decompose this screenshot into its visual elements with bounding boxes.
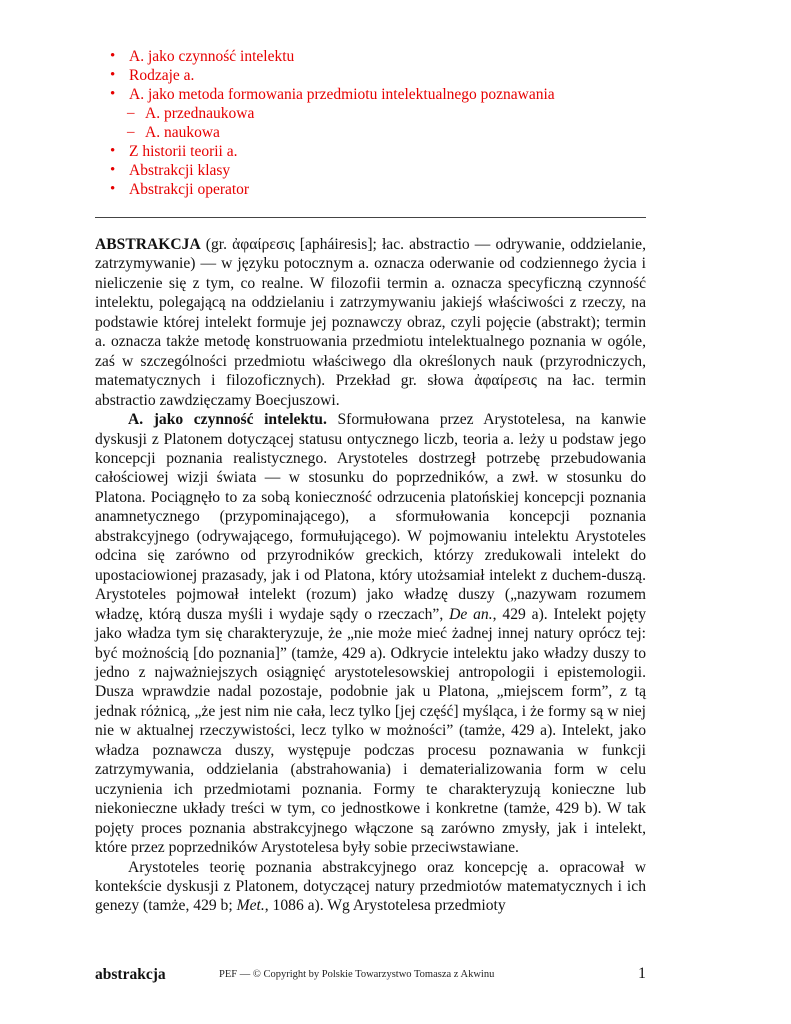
footer-headword: abstrakcja: [95, 966, 166, 983]
footer-copyright: PEF — © Copyright by Polskie Towarzystwo Tomasza z Akwinu: [219, 969, 495, 980]
paragraph-text: , 429 a). Intelekt pojęty jako władza tym się charakteryzuje, że „nie może mieć żadnej innej natury oprócz tej: być możnością [do poznania]” (tamże, 429 a). Odkrycie intelektu jako władzy duszy to jedno z najważniejszych osiągnięć arystotelesowskiej antropologii i epistemologii. Dusza wprawdzie nadal pozostaje, podobnie jak u Platona, „miejscem form”, z tą jednak różnicą, „że jest nim nie cała, lecz tylko [jej część] myśląca, i że formy są w niej nie w aktualnej rzeczywistości, lecz tylko w możności” (tamże, 429 a). Intelekt, jako władza poznawcza duszy, występuje podczas procesu poznawania w funkcji zatrzymywania, oddzielania (abstrahowania) i dematerializowania form w celu uczynienia ich przedmiotami poznania. Formy te charakteryzują konieczne lub niekonieczne układy treści w tym, co jednostkowe i konkretne (tamże, 429 b). W tak pojęty proces poznania abstrakcyjnego włączone są zarówno zmysły, jak i intelekt, które przez poprzedników Arystotelesa były sobie przeciwstawiane.: [95, 605, 646, 857]
bullet-icon: •: [110, 162, 116, 178]
bullet-icon: •: [110, 48, 116, 64]
toc-item-a-jako-czynnosc-intelektu: [95, 47, 655, 66]
entry-headword: ABSTRAKCJA: [95, 236, 201, 253]
toc-link[interactable]: A. jako metoda formowania przedmiotu intelektualnego poznawania: [129, 86, 555, 103]
bullet-icon: •: [110, 67, 116, 83]
toc-subitem-a-przednaukowa: [95, 104, 655, 123]
article-body: [95, 235, 646, 916]
paragraph-text: , 1086 a). Wg Arystotelesa przedmioty: [264, 897, 506, 915]
toc-link[interactable]: Rodzaje a.: [129, 67, 195, 84]
entry-intro-text: (gr. ἀφαίρεσις [apháiresis]; łac. abstractio — odrywanie, oddzielanie, zatrzymywanie) — w języku potocznym a. oznacza oderwanie od codziennego życia i nieliczenie się z tym, co realne. W filozofii termin a. oznacza specyficzną czynność intelektu, polegającą na oddzielaniu i zatrzymywaniu jakiejś właściwości z rzeczy, na podstawie której intelekt formuje jej poznawczy obraz, czyli pojęcie (abstrakt); termin a. oznacza także metodę konstruowania przedmiotu intelektualnego poznania w ogóle, zaś w szczególności przedmiotu właściwego dla określonych nauk (przyrodniczych, matematycznych i filozoficznych). Przekład gr. słowa ἀφαίρεσις na łac. termin abstractio zawdzięczamy Boecjuszowi.: [95, 236, 646, 409]
dash-icon: –: [127, 124, 135, 140]
toc-link[interactable]: A. naukowa: [145, 124, 220, 141]
toc-subitem-a-naukowa: [95, 123, 655, 142]
toc-item-z-historii: [95, 142, 655, 161]
citation: De an.: [449, 605, 493, 623]
section-paragraph-theory: [95, 858, 646, 916]
page-number: 1: [638, 965, 646, 982]
horizontal-divider: [95, 217, 646, 218]
section-heading: A. jako czynność intelektu.: [128, 411, 327, 429]
toc-link[interactable]: Abstrakcji klasy: [129, 162, 231, 179]
entry-intro-paragraph: [95, 235, 646, 410]
paragraph-text: Sformułowana przez Arystotelesa, na kanwie dyskusji z Platonem dotyczącej statusu ontycznego liczb, teoria a. leży u podstaw jego koncepcji poznania realistycznego. Arystoteles dostrzegł potrzebę przebudowania całościowej wizji świata — w stosunku do poprzedników, a zwł. w stosunku do Platona. Pociągnęło to za sobą konieczność odrzucenia platońskiej koncepcji poznania anamnetycznego (przypominającego), a sformułowania koncepcji poznania abstrakcyjnego (odrywającego, formułującego). W pojmowaniu intelektu Arystoteles odcina się zarówno od przyrodników greckich, którzy zredukowali intelekt do upostaciowionej prazasady, jak i od Platona, który utożsamiał intelekt z duchem-duszą. Arystoteles pojmował intelekt (rozum) jako władzę duszy („nazywam rozumem władzę, którą dusza myśli i wydaje sądy o rzeczach”,: [95, 411, 646, 623]
section-paragraph-intellect: [95, 410, 646, 857]
toc-item-a-jako-metoda: [95, 85, 655, 104]
page-footer: [95, 964, 646, 986]
toc-link[interactable]: A. przednaukowa: [145, 105, 255, 122]
table-of-contents: [95, 47, 655, 199]
toc-item-abstrakcji-operator: [95, 180, 655, 199]
bullet-icon: •: [110, 143, 116, 159]
toc-link[interactable]: Z historii teorii a.: [129, 143, 238, 160]
bullet-icon: •: [110, 181, 116, 197]
bullet-icon: •: [110, 86, 116, 102]
toc-link[interactable]: A. jako czynność intelektu: [129, 48, 295, 65]
toc-item-rodzaje-a: [95, 66, 655, 85]
paragraph-text: Arystoteles teorię poznania abstrakcyjnego oraz koncepcję a. opracował w kontekście dyskusji z Platonem, dotyczącej natury przedmiotów matematycznych i ich genezy (tamże, 429 b;: [95, 858, 646, 915]
citation: Met.: [236, 897, 265, 915]
toc-link[interactable]: Abstrakcji operator: [129, 181, 250, 198]
toc-item-abstrakcji-klasy: [95, 161, 655, 180]
dash-icon: –: [127, 105, 135, 121]
